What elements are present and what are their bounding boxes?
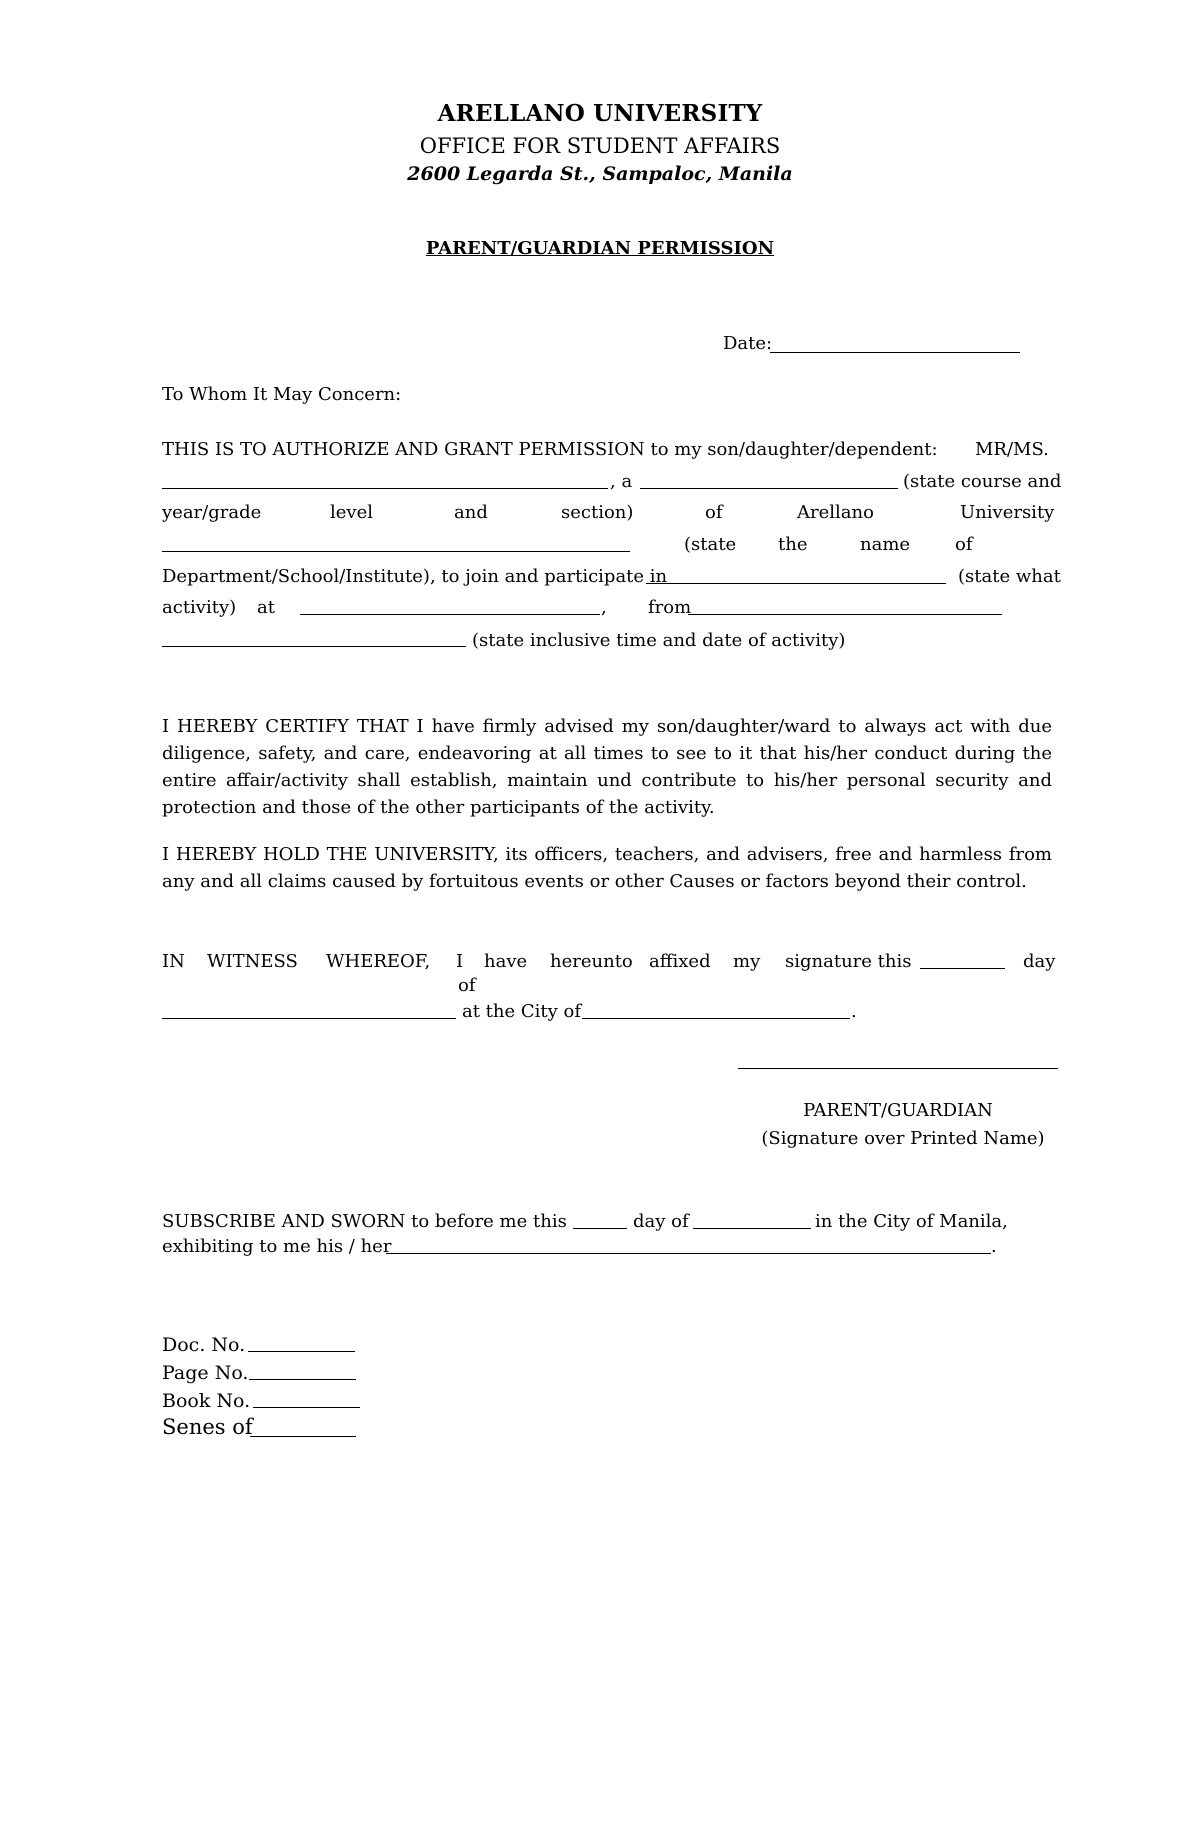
sworn-lead: SUBSCRIBE AND SWORN to before me this [162,1211,567,1232]
sworn-day-of: day of [633,1211,689,1232]
series-label: Senes of [162,1415,253,1439]
from-field[interactable] [688,597,1002,615]
id-field[interactable] [386,1236,991,1254]
venue-comma: , [601,597,607,618]
page-no-label: Page No. [162,1362,249,1384]
year-word-3: and [454,502,488,523]
university-name: ARELLANO UNIVERSITY [437,100,763,127]
venue-field[interactable] [300,597,600,615]
at-label: at [257,597,275,618]
book-no-field[interactable] [253,1390,360,1408]
activity-field[interactable] [646,566,946,584]
witness-month-field[interactable] [162,1001,456,1019]
inclusive-text: (state inclusive time and date of activity) [472,630,846,651]
witness-word-1: IN [162,951,185,972]
state-course-text: (state course and [903,471,1062,492]
year-word-7: University [960,502,1055,523]
form-title: PARENT/GUARDIAN PERMISSION [425,238,775,259]
time-date-field[interactable] [162,629,466,647]
signature-line[interactable] [738,1068,1058,1069]
year-word-1: year/grade [162,502,262,523]
series-field[interactable] [250,1419,356,1437]
state-name-word-1: (state [684,534,737,555]
certify-paragraph: I HEREBY CERTIFY THAT I have firmly advised my son/daughter/ward to always act with due diligence, safety, and care, endeavoring at all times to see to it that his/her conduct during the entire affair/activity shall establish, maintain und contribute to his/her personal security and protection and those of the other participants of the activity. [162,716,1052,818]
witness-word-7: affixed [649,951,711,972]
state-name-word-3: name [860,534,911,555]
comma-a-text: , a [610,471,633,492]
year-word-5: of [705,502,723,523]
witness-day-field[interactable] [920,951,1005,969]
signature-caption: (Signature over Printed Name) [761,1128,1045,1149]
department-name-field[interactable] [162,534,630,552]
witness-word-2: WITNESS [207,951,298,972]
activity-label: activity) [162,597,237,618]
witness-word-3: WHEREOF, [326,951,431,972]
witness-of-label: of [458,975,476,996]
witness-word-4: I [456,951,464,972]
department-text: Department/School/Institute), to join and participate in [162,566,668,587]
year-word-2: level [330,502,373,523]
state-name-word-4: of [955,534,973,555]
witness-word-9: signature this [785,951,912,972]
course-field[interactable] [640,471,898,489]
witness-period: . [851,1001,857,1022]
signature-role: PARENT/GUARDIAN [803,1100,993,1121]
sworn-period: . [991,1236,997,1257]
state-what-text: (state what [958,566,1061,587]
witness-day-label: day [1023,951,1056,972]
book-no-label: Book No. [162,1390,251,1412]
student-name-field[interactable] [162,471,608,489]
authorize-lead: THIS IS TO AUTHORIZE AND GRANT PERMISSION to my son/daughter/dependent: [162,439,938,460]
page-no-field[interactable] [249,1362,356,1380]
sworn-day-field[interactable] [573,1211,627,1229]
sworn-city: in the City of Manila, [815,1211,1008,1232]
witness-word-5: have [484,951,528,972]
salutation: To Whom It May Concern: [162,384,402,405]
at-city-label: at the City of [462,1001,582,1022]
office-address: 2600 Legarda St., Sampaloc, Manila [407,163,793,185]
from-label: from [648,597,692,618]
mr-ms-label: MR/MS. [975,439,1049,460]
doc-no-label: Doc. No. [162,1334,246,1356]
office-name: OFFICE FOR STUDENT AFFAIRS [419,134,781,158]
doc-no-field[interactable] [248,1334,355,1352]
year-word-4: section) [561,502,634,523]
sworn-exhibit: exhibiting to me his / her [162,1236,392,1257]
state-name-word-2: the [778,534,808,555]
date-field[interactable] [770,335,1020,353]
sworn-month-field[interactable] [693,1211,811,1229]
year-word-6: Arellano [797,502,874,523]
witness-word-8: my [733,951,761,972]
witness-city-field[interactable] [582,1001,850,1019]
date-label: Date: [723,333,773,354]
witness-word-6: hereunto [550,951,633,972]
hold-paragraph: I HEREBY HOLD THE UNIVERSITY, its officers, teachers, and advisers, free and harmless from any and all claims caused by fortuitous events or other Causes or factors beyond their control. [162,844,1052,892]
